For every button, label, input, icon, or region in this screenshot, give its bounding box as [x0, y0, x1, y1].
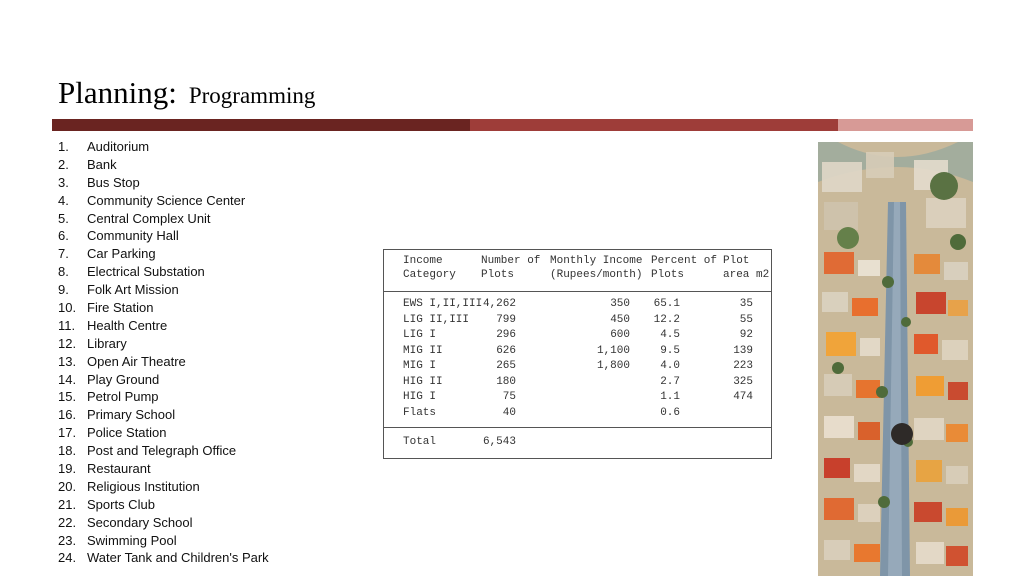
aerial-settlement-image	[818, 142, 973, 576]
cell-category: HIG I	[403, 391, 437, 403]
list-item-label: Water Tank and Children's Park	[87, 550, 269, 566]
header-income-category: Income Category	[403, 255, 456, 281]
cell-area: 223	[733, 360, 753, 372]
header-number-of-plots: Number of Plots	[481, 255, 541, 281]
list-item-label: Play Ground	[87, 371, 160, 387]
list-item	[58, 371, 269, 389]
cell-area: 35	[739, 298, 753, 310]
list-item-number: 24.	[58, 550, 77, 566]
cell-percent: 2.7	[660, 375, 680, 388]
cell-area: 55	[739, 313, 753, 326]
cell-category: MIG I	[403, 360, 437, 372]
list-item	[58, 353, 269, 371]
list-item-number: 2.	[58, 156, 69, 172]
title-main: Planning	[58, 75, 169, 110]
cell-area: 474	[733, 391, 753, 403]
cell-percent: 0.6	[660, 406, 680, 419]
header-monthly-income: Monthly Income (Rupees/month)	[550, 255, 643, 281]
list-item	[58, 388, 269, 406]
list-item-label: Bus Stop	[87, 174, 140, 190]
cell-percent: 65.1	[653, 298, 680, 310]
cell-percent: 4.0	[660, 360, 680, 372]
list-item-label: Central Complex Unit	[87, 210, 211, 226]
header-plot-area: Plot area m2	[723, 255, 770, 281]
list-item	[58, 156, 269, 174]
title-sub: Programming	[188, 83, 316, 108]
table-row	[384, 296, 771, 312]
cell-plots: 75	[502, 391, 516, 403]
table-header-row	[384, 254, 771, 290]
list-item	[58, 281, 269, 299]
list-item-number: 10.	[58, 300, 77, 316]
cell-category: Flats	[403, 406, 437, 419]
cell-category: HIG II	[403, 375, 443, 388]
list-item-label: Bank	[87, 156, 117, 172]
list-item-label: Health Centre	[87, 317, 168, 333]
list-item	[58, 263, 269, 281]
income-plots-table	[383, 249, 772, 459]
list-item-number: 23.	[58, 532, 77, 548]
total-label: Total	[403, 436, 437, 448]
list-item-number: 8.	[58, 264, 69, 280]
cell-percent: 1.1	[660, 391, 680, 403]
cell-area: 325	[733, 375, 753, 388]
list-item-label: Restaurant	[87, 461, 151, 477]
list-item	[58, 174, 269, 192]
list-item	[58, 210, 269, 228]
list-item	[58, 406, 269, 424]
list-item-number: 12.	[58, 335, 77, 351]
list-item-number: 6.	[58, 228, 69, 244]
list-item-label: Police Station	[87, 425, 167, 441]
cell-plots: 40	[502, 406, 516, 419]
list-item	[58, 532, 269, 550]
list-item-label: Post and Telegraph Office	[87, 443, 237, 459]
list-item-number: 5.	[58, 210, 69, 226]
list-item	[58, 227, 269, 245]
cell-income: 600	[610, 329, 630, 341]
table-rule-top	[384, 291, 771, 292]
cell-category: EWS I,II,III	[403, 298, 483, 310]
total-plots: 6,543	[482, 436, 516, 448]
list-item-number: 13.	[58, 353, 77, 369]
list-item	[58, 245, 269, 263]
list-item-number: 4.	[58, 192, 69, 208]
table-rule-total	[384, 427, 771, 428]
page-title	[58, 74, 315, 111]
list-item-number: 19.	[58, 461, 77, 477]
list-item-label: Fire Station	[87, 300, 154, 316]
list-item-number: 22.	[58, 514, 77, 530]
cell-plots: 626	[496, 344, 516, 357]
list-item-label: Electrical Substation	[87, 264, 205, 280]
list-item	[58, 442, 269, 460]
table-total-row	[384, 434, 771, 450]
list-item-number: 15.	[58, 389, 77, 405]
list-item	[58, 299, 269, 317]
list-item	[58, 460, 269, 478]
title-bar-mid	[470, 119, 838, 131]
list-item-number: 17.	[58, 425, 77, 441]
cell-percent: 4.5	[660, 329, 680, 341]
table-row	[384, 389, 771, 405]
list-item-number: 14.	[58, 371, 77, 387]
list-item-number: 18.	[58, 443, 77, 459]
list-item-label: Car Parking	[87, 246, 156, 262]
cell-income: 350	[610, 298, 630, 310]
list-item-label: Community Hall	[87, 228, 179, 244]
list-item-label: Sports Club	[87, 496, 155, 512]
list-item	[58, 138, 269, 156]
cell-plots: 265	[496, 360, 516, 372]
amenities-list	[58, 138, 269, 567]
cell-income: 1,100	[596, 344, 630, 357]
list-item-label: Open Air Theatre	[87, 353, 186, 369]
list-item-label: Library	[87, 335, 127, 351]
table-row	[384, 358, 771, 374]
cell-income: 450	[610, 313, 630, 326]
list-item	[58, 478, 269, 496]
table-row	[384, 343, 771, 359]
list-item-number: 7.	[58, 246, 69, 262]
list-item	[58, 496, 269, 514]
list-item-label: Primary School	[87, 407, 176, 423]
cell-plots: 799	[496, 313, 516, 326]
list-item-label: Petrol Pump	[87, 389, 159, 405]
cell-area: 139	[733, 344, 753, 357]
list-item-number: 9.	[58, 282, 69, 298]
list-item-label: Religious Institution	[87, 478, 200, 494]
cell-plots: 180	[496, 375, 516, 388]
cell-percent: 9.5	[660, 344, 680, 357]
cell-plots: 4,262	[482, 298, 516, 310]
list-item-label: Swimming Pool	[87, 532, 177, 548]
list-item	[58, 549, 269, 567]
list-item-label: Auditorium	[87, 139, 150, 154]
list-item	[58, 514, 269, 532]
list-item-number: 21.	[58, 496, 77, 512]
list-item-label: Community Science Center	[87, 192, 246, 208]
list-item	[58, 424, 269, 442]
header-percent-of-plots: Percent of Plots	[651, 255, 718, 281]
list-item-number: 3.	[58, 174, 69, 190]
cell-category: MIG II	[403, 344, 443, 357]
table-row	[384, 374, 771, 390]
list-item-number: 1.	[58, 139, 69, 154]
cell-category: LIG II,III	[403, 313, 470, 326]
title-bar-dark	[52, 119, 470, 131]
cell-income: 1,800	[596, 360, 630, 372]
list-item-label: Secondary School	[87, 514, 193, 530]
list-item-label: Folk Art Mission	[87, 282, 179, 298]
list-item-number: 20.	[58, 478, 77, 494]
list-item	[58, 317, 269, 335]
cell-plots: 296	[496, 329, 516, 341]
cell-area: 92	[739, 329, 753, 341]
aerial-settlement-illustration-icon	[818, 142, 973, 576]
title-separator: :	[168, 75, 177, 110]
list-item-number: 16.	[58, 407, 77, 423]
cell-category: LIG I	[403, 329, 437, 341]
title-bar-light	[838, 119, 973, 131]
list-item	[58, 335, 269, 353]
list-item-number: 11.	[58, 317, 76, 333]
table-row	[384, 327, 771, 343]
cell-percent: 12.2	[653, 313, 680, 326]
table-row	[384, 312, 771, 328]
list-item	[58, 192, 269, 210]
table-row	[384, 405, 771, 421]
